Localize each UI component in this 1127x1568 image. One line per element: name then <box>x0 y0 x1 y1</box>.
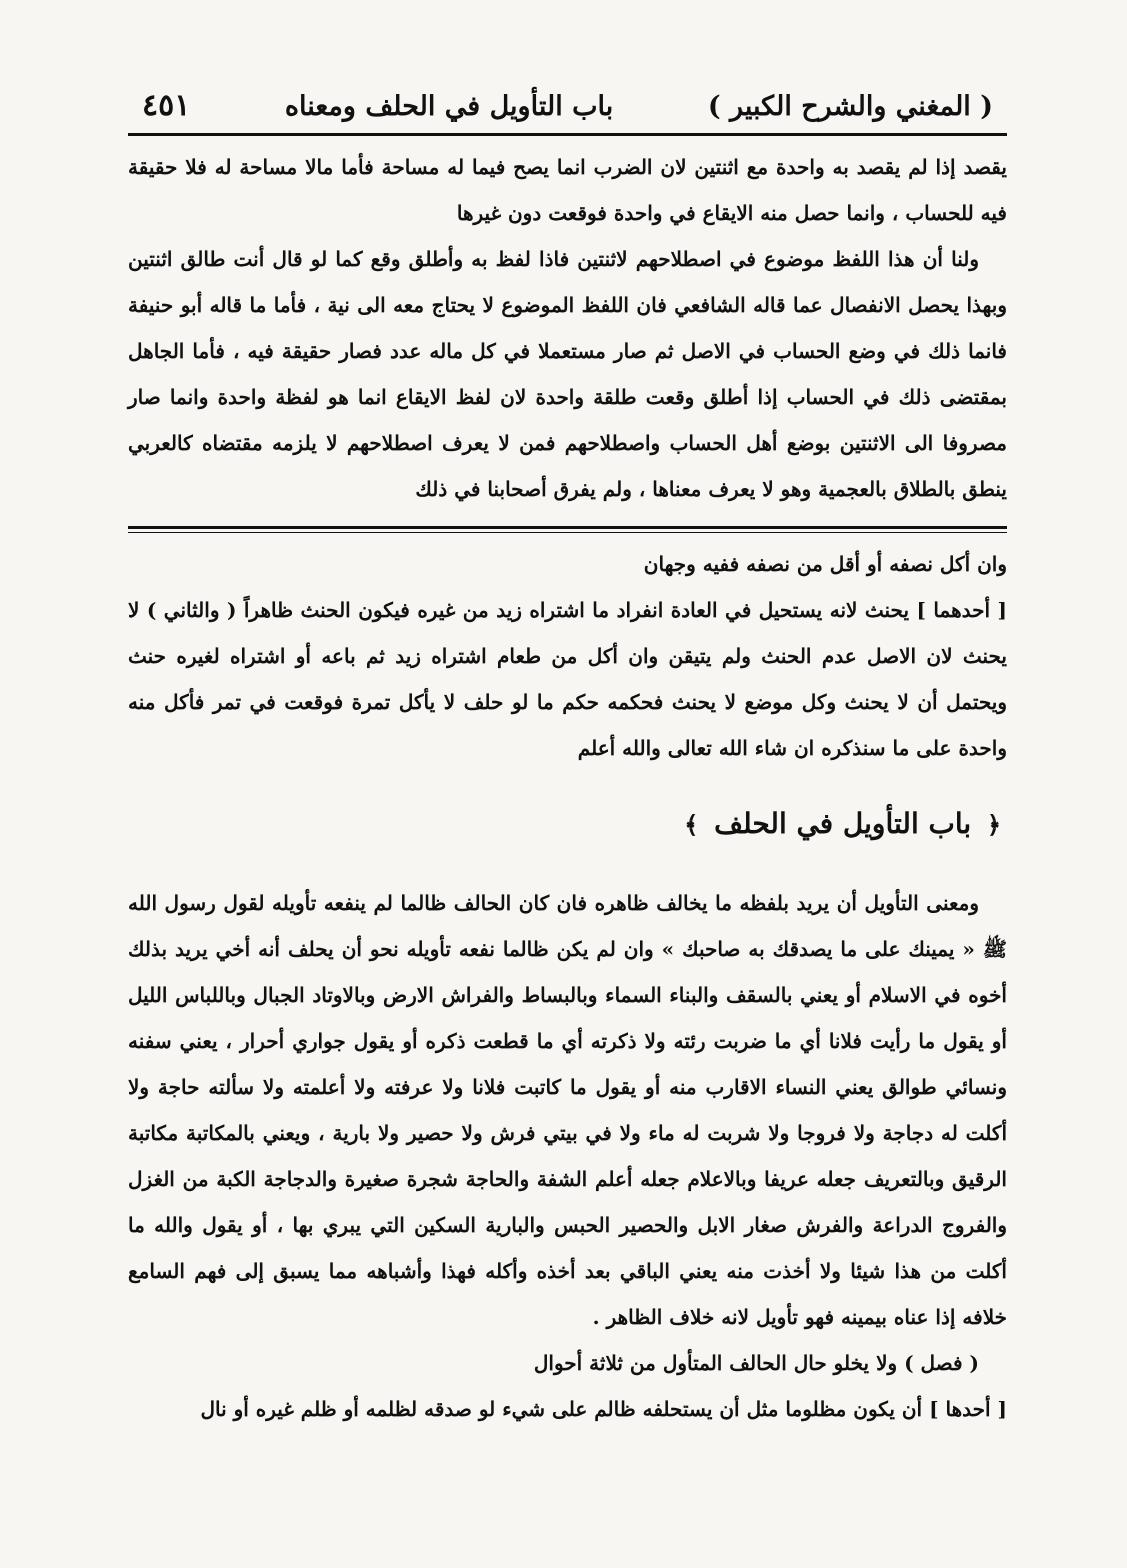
ornament-open: ﴿ <box>986 810 1001 839</box>
page-header <box>128 88 1007 136</box>
main-paragraph: [ أحدها ] أن يكون مظلوما مثل أن يستحلفه ظالم على شيء لو صدقه لظلمه أو ظلم غيره أو نال <box>200 1397 1007 1421</box>
commentary-paragraph: ولنا أن هذا اللفظ موضوع في اصطلاحهم لاثنتين فاذا لفظ به وأطلق وقع كما لو قال أنت طالق اثنتين وبهذا يحصل الانفصال عما قاله الشافعي فان اللفظ الموضوع لا يحتاج معه الى نية ، فأما ما قاله أبو حنيفة فانما ذلك في وضع الحساب في الاصل ثم صار مستعملا في كل ماله عدد فصار حقيقة فيه ، فأما الجاهل بمقتضى ذلك في الحساب إذا أطلق وقعت طلقة واحدة لان لفظ الايقاع انما هو لفظة واحدة وانما صار مصروفا الى الاثنتين بوضع أهل الحساب واصطلاحهم فمن لا يعرف اصطلاحهم لا يلزمه مقتضاه كالعربي ينطق بالطلاق بالعجمية وهو لا يعرف معناها ، ولم يفرق أصحابنا في ذلك <box>128 247 1007 501</box>
section-divider <box>128 526 1007 533</box>
commentary-section <box>128 144 1007 512</box>
section-heading-paragraph: ( فصل ) ولا يخلو حال الحالف المتأول من ثلاثة أحوال <box>533 1351 979 1375</box>
main-text-section <box>128 541 1007 1432</box>
main-paragraph: وان أكل نصفه أو أقل من نصفه ففيه وجهان <box>643 552 1007 576</box>
main-paragraph: [ أحدهما ] يحنث لانه يستحيل في العادة انفراد ما اشتراه زيد من غيره فيكون الحنث ظاهراً ( والثاني ) لا يحنث لان الاصل عدم الحنث ولم يتيقن وان أكل من طعام اشتراه زيد ثم باعه أو اشتراه لغيره حنث ويحتمل أن لا يحنث وكل موضع لا يحنث فحكمه حكم ما لو حلف لا يأكل تمرة فوقعت في تمر فأكل منه واحدة على ما سنذكره ان شاء الله تعالى والله أعلم <box>128 598 1007 760</box>
ornament-close: ﴾ <box>684 810 699 839</box>
chapter-heading-text: باب التأويل في الحلف <box>714 807 972 840</box>
main-paragraph: ومعنى التأويل أن يريد بلفظه ما يخالف ظاهره فان كان الحالف ظالما لم ينفعه تأويله لقول رسول الله ﷺ « يمينك على ما يصدقك به صاحبك » وان لم يكن ظالما نفعه تأويله نحو أن يحلف أنه أخي يريد بذلك أخوه في الاسلام أو يعني بالسقف والبناء السماء وبالبساط والفراش الارض وبالاوتاد الجبال وباللباس الليل أو يقول ما رأيت فلانا أي ما ضربت رئته ولا ذكرته أي ما قطعت ذكره أو يقول جواري أحرار ، يعني سفنه ونسائي طوالق يعني النساء الاقارب منه أو يقول ما كاتبت فلانا ولا عرفته ولا أعلمته ولا سألته حاجة ولا أكلت له دجاجة ولا فروجا ولا شربت له ماء ولا في بيتي فرش ولا حصير ولا بارية ، ويعني بالمكاتبة مكاتبة الرقيق وبالتعريف جعله عريفا وبالاعلام جعله أعلم الشفة والحاجة شجرة صغيرة والدجاجة الكبة من الغزل والفروج الدراعة والفرش صغار الابل والحصير الحبس والبارية السكين التي يبري بها ، أو يقول والله ما أكلت من هذا شيئا ولا أخذت منه يعني الباقي بعد أخذه وأكله فهذا وأشباهه مما يسبق إلى فهم السامع خلافه إذا عناه بيمينه فهو تأويل لانه خلاف الظاهر . <box>128 891 1007 1329</box>
page-number: ٤٥١ <box>142 88 191 123</box>
book-title: ( المغني والشرح الكبير ) <box>707 91 993 122</box>
commentary-paragraph: يقصد إذا لم يقصد به واحدة مع اثنتين لان الضرب انما يصح فيما له مساحة فأما مالا مساحة له فلا حقيقة فيه للحساب ، وانما حصل منه الايقاع في واحدة فوقعت دون غيرها <box>128 155 1007 225</box>
running-chapter-title: باب التأويل في الحلف ومعناه <box>284 91 614 122</box>
chapter-heading <box>128 807 1007 840</box>
